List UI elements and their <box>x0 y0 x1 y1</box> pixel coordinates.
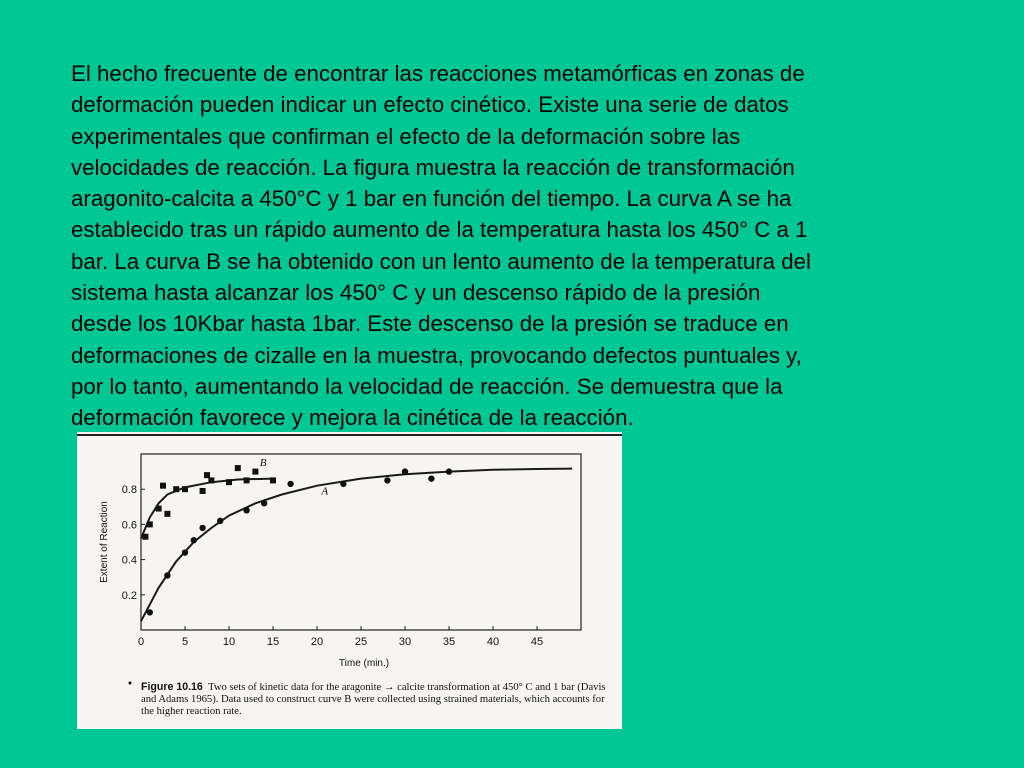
data-point-A <box>182 549 188 555</box>
y-tick-label: 0.8 <box>121 484 137 497</box>
data-point-B <box>200 488 206 494</box>
plot-frame <box>141 454 581 630</box>
y-tick-label: 0.4 <box>121 554 137 567</box>
x-tick-label: 35 <box>442 636 456 648</box>
data-point-A <box>261 500 267 506</box>
data-point-A <box>384 477 390 483</box>
description-paragraph: El hecho frecuente de encontrar las reacciones metamórficas en zonas de deformación pueden indicar un efecto cinético. Existe una serie de datos experimentales que confirman el efecto de la deformación sobre las velocidades de reacción. La figura muestra la reacción de transformación aragonito-calcita a 450°C y 1 bar en función del tiempo. La curva A se ha establecido tras un rápido aumento de la temperatura hasta los 450° C a 1 bar. La curva B se ha obtenido con un lento aumento de la temperatura del sistema hasta alcanzar los 450° C y un descenso rápido de la presión desde los 10Kbar hasta 1bar. Este descenso de la presión se traduce en deformaciones de cizalle en la muestra, provocando defectos puntuales y, por lo tanto, aumentando la velocidad de reacción. Se demuestra que la deformación favorece y mejora la cinética de la reacción. <box>71 61 812 431</box>
x-tick-label: 10 <box>222 636 236 648</box>
data-point-B <box>252 469 258 475</box>
figure-scan <box>77 432 622 729</box>
data-point-A <box>340 481 346 487</box>
curve-label-A: A <box>321 485 329 498</box>
caption-text: Two sets of kinetic data for the aragonite → calcite transformation at 450° C and 1 bar (Davis and Adams 1965). Data used to construct curve B were collected using strained materials, which accounts for the higher reaction rate. <box>141 682 606 717</box>
data-point-B <box>244 477 250 483</box>
data-point-A <box>191 537 197 543</box>
x-tick-label: 20 <box>310 636 324 648</box>
data-point-B <box>156 506 162 512</box>
x-tick-label: 30 <box>398 636 412 648</box>
data-point-A <box>217 518 223 524</box>
x-tick-label: 15 <box>266 636 280 648</box>
curve-label-B: B <box>259 457 267 470</box>
x-tick-label: 45 <box>530 636 544 648</box>
figure-caption <box>141 681 611 718</box>
caption-bullet <box>129 682 132 685</box>
data-point-B <box>226 479 232 485</box>
x-tick-label: 5 <box>181 636 189 648</box>
x-axis-label: Time (min.) <box>338 658 390 669</box>
data-point-B <box>160 483 166 489</box>
y-axis-label: Extent of Reaction <box>99 501 110 583</box>
data-point-A <box>243 507 249 513</box>
data-point-B <box>204 472 210 478</box>
data-point-B <box>142 534 148 540</box>
x-tick-label: 25 <box>354 636 368 648</box>
data-point-B <box>173 486 179 492</box>
data-point-A <box>287 481 293 487</box>
data-point-B <box>235 465 241 471</box>
data-point-A <box>428 475 434 481</box>
data-point-B <box>182 486 188 492</box>
data-point-A <box>147 609 153 615</box>
data-point-B <box>208 477 214 483</box>
data-point-A <box>402 468 408 474</box>
data-point-B <box>147 521 153 527</box>
data-point-A <box>164 572 170 578</box>
data-point-B <box>164 511 170 517</box>
data-point-A <box>199 525 205 531</box>
x-tick-label: 40 <box>486 636 500 648</box>
y-tick-label: 0.2 <box>121 589 137 602</box>
caption-label: Figure 10.16 <box>141 681 203 693</box>
y-tick-label: 0.6 <box>121 519 137 532</box>
curve-A <box>141 469 572 622</box>
x-tick-label: 0 <box>137 636 145 648</box>
data-point-A <box>446 468 452 474</box>
data-point-B <box>270 477 276 483</box>
